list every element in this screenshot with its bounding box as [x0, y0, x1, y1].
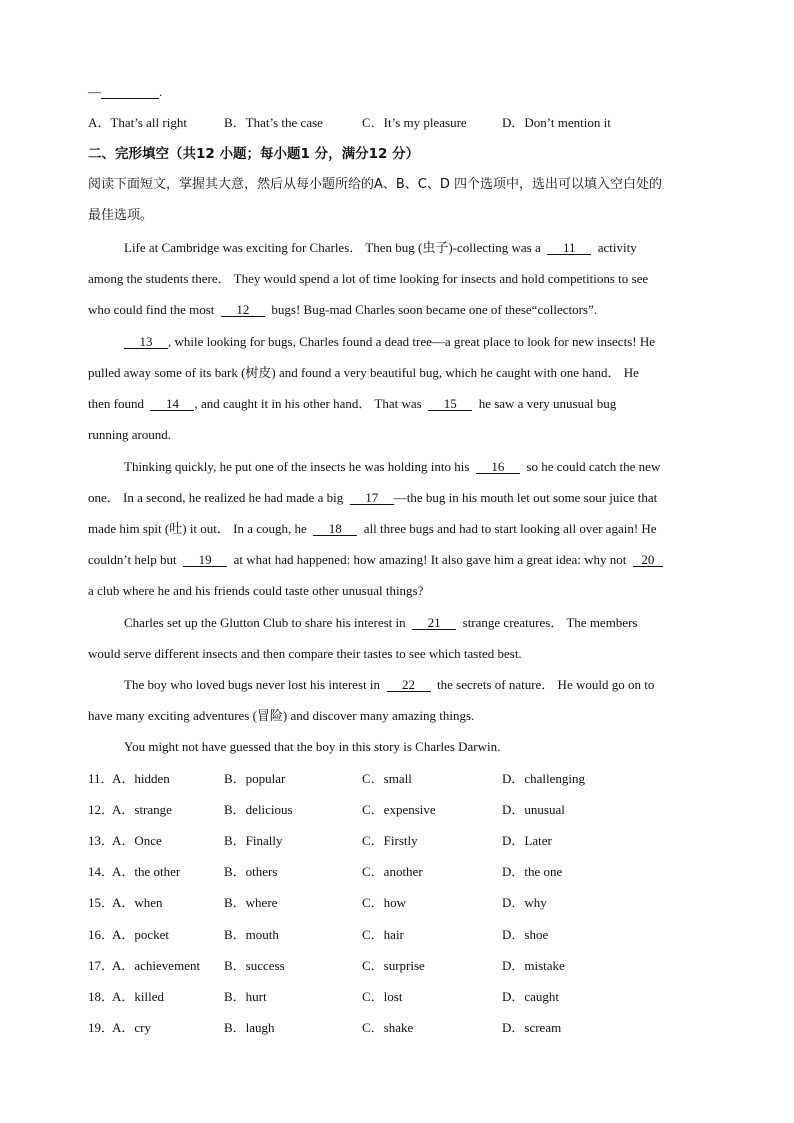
question-option-c: C．surprise	[362, 957, 425, 973]
question-option-d: D．shoe	[502, 926, 549, 942]
blank-14: 14	[150, 397, 194, 411]
q10-option-a: A．That’s all right	[88, 115, 187, 130]
question-option-b: B．hurt	[224, 988, 267, 1004]
question-number: 14．	[88, 864, 115, 880]
question-option-d: D．Later	[502, 833, 552, 849]
passage-line: pulled away some of its bark (树皮) and found a very beautiful bug, which he caught with one hand． He	[88, 365, 639, 380]
q10-option-b: B．That’s the case	[224, 115, 323, 130]
question-option-d: D．unusual	[502, 802, 565, 818]
question-option-b: B．Finally	[224, 833, 283, 849]
question-option-c: C．shake	[362, 1019, 414, 1035]
instructions-line-2: 最佳选项。	[88, 208, 154, 223]
passage-line: who could find the most 12 bugs! Bug-mad Charles soon became one of these“collectors”.	[88, 302, 598, 317]
instructions-line-1: 阅读下面短文，掌握其大意，然后从每小题所给的A、B、C、D 四个选项中，选出可以填入空白处的	[88, 177, 663, 192]
question-number: 15．	[88, 895, 115, 911]
question-option-b: B．delicious	[224, 802, 293, 818]
question-number: 16．	[88, 926, 115, 942]
q10-option-d: D．Don’t mention it	[502, 115, 611, 130]
question-option-d: D．the one	[502, 864, 563, 880]
question-option-b: B．others	[224, 864, 278, 880]
blank-18: 18	[313, 522, 357, 536]
question-number: 19．	[88, 1019, 115, 1035]
question-option-c: C．expensive	[362, 802, 436, 818]
question-option-d: D．scream	[502, 1019, 562, 1035]
passage-line: The boy who loved bugs never lost his interest in 22 the secrets of nature． He would go on to	[124, 677, 655, 692]
question-option-c: C．lost	[362, 988, 403, 1004]
passage-line: would serve different insects and then compare their tastes to see which tasted best.	[88, 646, 522, 661]
question-option-a: A．achievement	[112, 957, 201, 973]
question-option-a: A．hidden	[112, 771, 170, 786]
question-option-a: A．the other	[112, 864, 181, 880]
question-option-b: B．mouth	[224, 926, 279, 942]
passage-line: one． In a second, he realized he had made a big 17 —the bug in his mouth let out some sour juice that	[88, 490, 658, 505]
question-option-b: B．success	[224, 957, 285, 973]
question-option-c: C．Firstly	[362, 833, 418, 849]
question-option-d: D．challenging	[502, 771, 586, 786]
q10-stem: — .	[88, 84, 163, 99]
q10-option-c: C．It’s my pleasure	[362, 115, 467, 130]
passage-line: running around.	[88, 427, 172, 442]
question-option-c: C．hair	[362, 926, 404, 942]
blank-17: 17	[350, 491, 394, 505]
passage-line: Life at Cambridge was exciting for Charles． Then bug (虫子)-collecting was a 11 activity	[124, 240, 637, 255]
question-number: 17．	[88, 957, 115, 973]
question-option-c: C．how	[362, 895, 407, 911]
passage-line: a club where he and his friends could taste other unusual things?	[88, 583, 424, 598]
question-option-d: D．mistake	[502, 957, 565, 973]
blank-21: 21	[412, 616, 456, 630]
question-option-d: D．why	[502, 895, 547, 911]
passage-line: made him spit (吐) it out． In a cough, he 18 all three bugs and had to start looking all over again! He	[88, 521, 657, 536]
question-option-a: A．cry	[112, 1019, 151, 1035]
question-option-a: A．when	[112, 895, 163, 911]
blank-22: 22	[387, 678, 431, 692]
passage-line: Charles set up the Glutton Club to share his interest in 21 strange creatures． The members	[124, 615, 638, 630]
passage-line: then found 14 , and caught it in his other hand． That was 15 he saw a very unusual bug	[88, 396, 617, 411]
question-number: 11．	[88, 771, 114, 786]
question-number: 18．	[88, 988, 115, 1004]
question-option-b: B．where	[224, 895, 278, 911]
blank-12: 12	[221, 303, 265, 317]
question-option-c: C．small	[362, 771, 412, 786]
blank-20: 20	[633, 553, 663, 567]
section-title: 二、完形填空（共12 小题；每小题1 分，满分12 分）	[88, 146, 420, 162]
blank-16: 16	[476, 460, 520, 474]
question-number: 12．	[88, 802, 115, 818]
question-option-a: A．pocket	[112, 926, 170, 942]
blank-13: 13	[124, 335, 168, 349]
passage-line: have many exciting adventures (冒险) and discover many amazing things.	[88, 708, 475, 723]
blank-15: 15	[428, 397, 472, 411]
question-option-c: C．another	[362, 864, 423, 880]
question-option-a: A．strange	[112, 802, 172, 818]
passage-line: among the students there． They would spend a lot of time looking for insects and hold competitions to see	[88, 271, 649, 286]
passage-line: 13 , while looking for bugs, Charles found a dead tree—a great place to look for new insects! He	[124, 334, 655, 350]
question-option-b: B．popular	[224, 771, 286, 786]
question-option-b: B．laugh	[224, 1019, 275, 1035]
question-option-a: A．killed	[112, 988, 164, 1004]
answer-blank	[101, 85, 159, 99]
question-option-d: D．caught	[502, 988, 560, 1004]
passage-line: Thinking quickly, he put one of the insects he was holding into his 16 so he could catch the new	[124, 459, 661, 474]
question-option-a: A．Once	[112, 833, 162, 849]
question-number: 13．	[88, 833, 115, 849]
passage-line: You might not have guessed that the boy in this story is Charles Darwin.	[124, 739, 501, 754]
passage-line: couldn’t help but 19 at what had happened: how amazing! It also gave him a great idea: why not 20	[88, 552, 663, 568]
blank-11: 11	[547, 241, 591, 255]
blank-19: 19	[183, 553, 227, 567]
